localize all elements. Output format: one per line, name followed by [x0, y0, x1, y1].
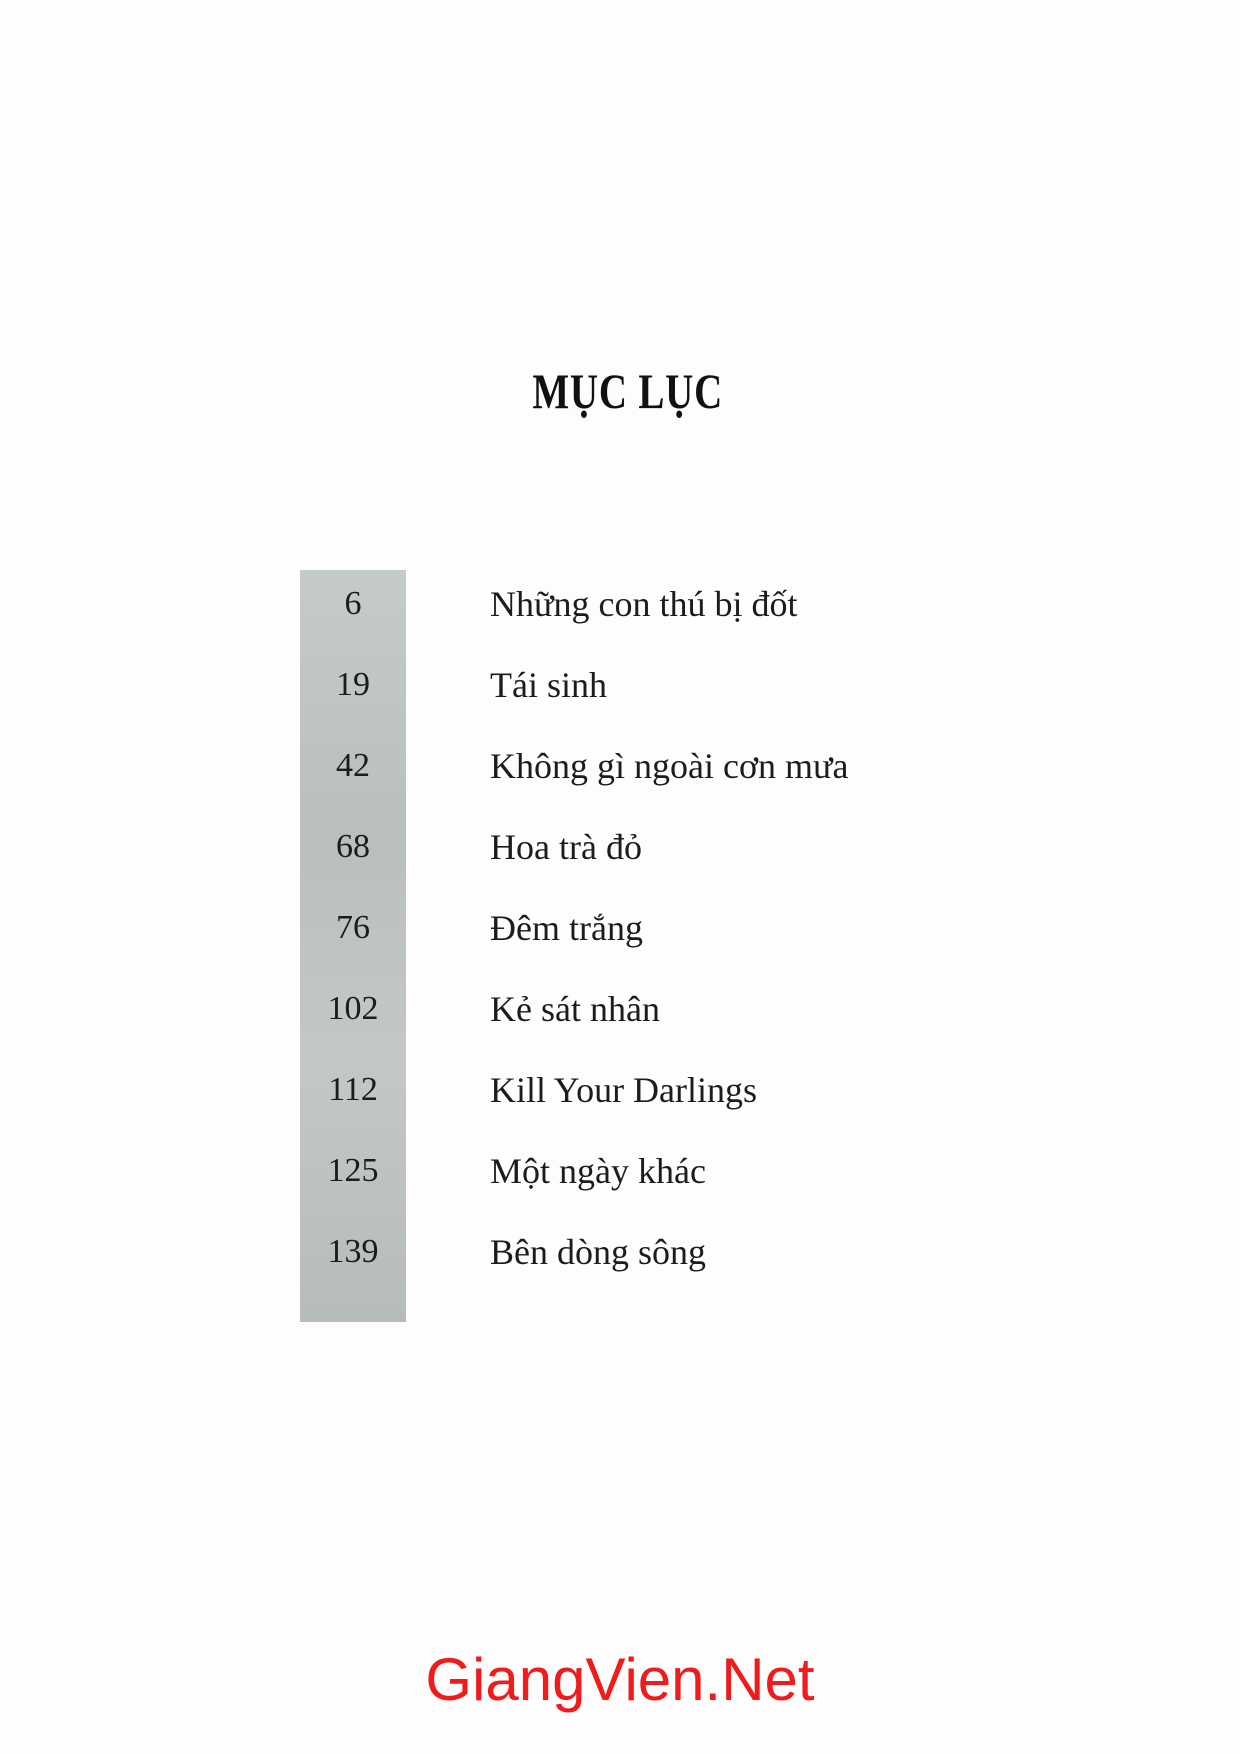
toc-entry[interactable] [300, 1141, 1000, 1201]
entry-page-number: 112 [328, 1071, 378, 1108]
entry-page-number: 42 [336, 747, 370, 784]
entry-title: Không gì ngoài cơn mưa [490, 746, 849, 786]
toc-entry[interactable] [300, 817, 1000, 877]
page-title: MỤC LỤC [532, 363, 724, 419]
entry-title: Đêm trắng [490, 908, 643, 948]
entry-page-number: 19 [336, 666, 370, 703]
entry-title: Kẻ sát nhân [490, 989, 660, 1029]
toc-entry[interactable] [300, 1222, 1000, 1282]
toc-entry[interactable] [300, 736, 1000, 796]
entry-page-number: 68 [336, 828, 370, 865]
entry-title: Tái sinh [490, 665, 607, 705]
toc-entry[interactable] [300, 655, 1000, 715]
entry-page-number: 76 [336, 909, 370, 946]
entry-page-number: 139 [327, 1233, 379, 1270]
table-of-contents [300, 570, 1000, 1322]
toc-entry[interactable] [300, 898, 1000, 958]
entry-page-number: 102 [327, 990, 379, 1027]
entry-title: Kill Your Darlings [490, 1070, 758, 1110]
entry-page-number: 6 [344, 585, 362, 622]
entry-title: Hoa trà đỏ [490, 827, 642, 867]
entry-title: Một ngày khác [490, 1151, 706, 1191]
entry-page-number: 125 [327, 1152, 379, 1189]
entry-title: Bên dòng sông [490, 1232, 706, 1272]
toc-entry[interactable] [300, 574, 1000, 634]
toc-entry[interactable] [300, 979, 1000, 1039]
watermark-text: GiangVien.Net [425, 1646, 815, 1713]
entry-title: Những con thú bị đốt [490, 584, 798, 624]
toc-entry[interactable] [300, 1060, 1000, 1120]
